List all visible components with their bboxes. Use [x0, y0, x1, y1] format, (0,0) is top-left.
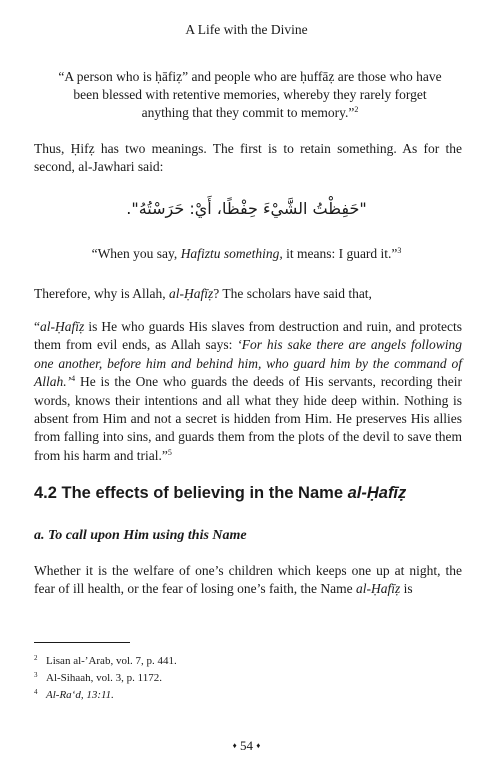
quote-hafiz-definition [50, 68, 450, 122]
page-number [0, 738, 493, 754]
translation-line [0, 246, 493, 262]
running-head: A Life with the Divine [185, 22, 308, 37]
section-heading [34, 484, 406, 503]
quote-al-hafiz-explained [34, 318, 462, 465]
translation-lead: “When you say, [91, 246, 181, 261]
footnote-4 [34, 688, 114, 701]
name-al-hafiz: al-Ḥafīẓ [356, 581, 401, 597]
subsection-heading: a. To call upon Him using this Name [34, 528, 247, 543]
welfare-text: Whether it is the welfare of one’s children which keeps one up at night, the fear of ill health, or the fear of losing one’s faith, the Name [34, 563, 462, 597]
page-number-value: 54 [240, 738, 253, 753]
translation-term: Hafiztu something, [180, 246, 283, 261]
quote-text: “A person who is ḥāfiẓ” and people who are ḥuffāẓ are those who have been blessed with retentive memories, whereby they rarely forget anything that they commit to memory.” [58, 69, 442, 120]
footnote-2 [34, 654, 177, 667]
footnote-text: Al-Sihaah, vol. 3, p. 1172. [46, 672, 162, 684]
quote-text-part1: is He who guards His slaves from destruction and ruin, and protects them from evil ends, as Allah says: [34, 319, 462, 353]
quote-open: “ [34, 319, 40, 334]
paragraph-why-al-hafiz [34, 285, 462, 303]
footnote-3 [34, 671, 162, 684]
section-title: 4.2 The effects of believing in the Name [34, 484, 348, 502]
footnote-ref-4: 4 [71, 374, 76, 384]
section-name: al-Ḥafīẓ [347, 484, 407, 502]
para-why-tail: ? The scholars have said that, [213, 286, 372, 301]
welfare-tail: is [400, 581, 413, 597]
ornament-left: ♦ [232, 741, 237, 750]
footnote-number: 4 [34, 688, 38, 696]
name-al-hafiz: al-Ḥafīẓ [168, 286, 214, 301]
footnote-number: 3 [34, 671, 38, 679]
footnote-ref-5: 5 [167, 447, 172, 457]
para-why-lead: Therefore, why is Allah, [34, 286, 169, 301]
footnote-ref-2: 2 [354, 105, 359, 114]
paragraph-welfare [34, 562, 462, 599]
footnote-ref-3: 3 [397, 246, 402, 255]
quran-verse: ‘For his sake there are angels following one another, before him and behind him, who guard him by the command of Allah.’ [34, 337, 462, 390]
ornament-right: ♦ [256, 741, 261, 750]
paragraph-hifz-meanings: Thus, Ḥifẓ has two meanings. The first is to retain something. As for the second, al-Jawhari said: [34, 141, 462, 175]
footnote-divider [34, 642, 130, 643]
footnote-number: 2 [34, 654, 38, 662]
arabic-quote: "حَفِظْتُ الشَّيْءَ حِفْظًا، أَيْ: حَرَسْتُهُ". [126, 199, 367, 218]
quote-text-part2: He is the One who guards the deeds of His servants, recording their words, knows their intentions and all what they hide deep within. Nothing is absent from Him and not a secret is hidden from Him. He preserves His allies from falling into sins, and guards them from the plots of the devil to save them from his harm and trial.” [34, 374, 462, 463]
name-al-hafiz: al-Ḥafīẓ [40, 319, 85, 334]
footnote-text: Lisan al-’Arab, vol. 7, p. 441. [46, 655, 177, 667]
footnote-text: Al-Ra‘d, 13:11. [46, 689, 114, 701]
translation-tail: it means: I guard it.” [282, 246, 398, 261]
